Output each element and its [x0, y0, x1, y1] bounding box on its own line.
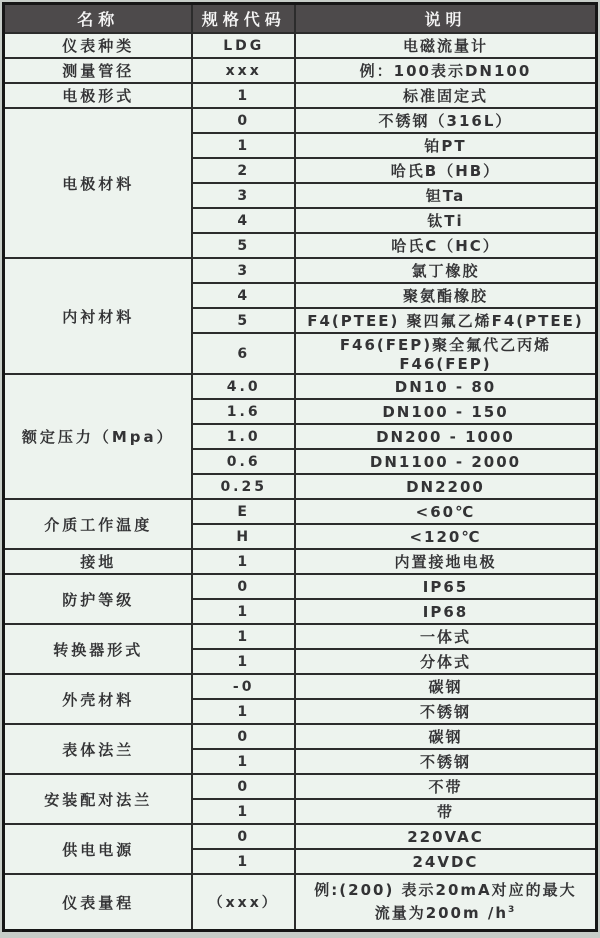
col-header-desc: 说明	[295, 4, 597, 34]
spec-desc-cell: 分体式	[295, 649, 597, 674]
spec-name-cell: 接地	[4, 549, 193, 574]
spec-desc-cell: DN1100 - 2000	[295, 449, 597, 474]
spec-desc-cell: 不锈钢	[295, 749, 597, 774]
spec-code-cell: xxx	[192, 58, 295, 83]
spec-code-cell: 4	[192, 283, 295, 308]
spec-code-cell: 5	[192, 308, 295, 333]
table-row	[4, 549, 597, 574]
spec-code-cell: 1.6	[192, 399, 295, 424]
spec-desc-cell: 聚氨酯橡胶	[295, 283, 597, 308]
spec-desc-cell: <120℃	[295, 524, 597, 549]
spec-name-cell: 仪表量程	[4, 874, 193, 931]
spec-code-cell: 1	[192, 599, 295, 624]
table-row	[4, 724, 597, 749]
spec-code-cell: 0	[192, 824, 295, 849]
spec-desc-cell: 一体式	[295, 624, 597, 649]
table-row	[4, 774, 597, 799]
spec-name-cell: 电极形式	[4, 83, 193, 108]
spec-desc-cell: 不锈钢（316L）	[295, 108, 597, 133]
table-row	[4, 33, 597, 58]
spec-code-cell: 2	[192, 158, 295, 183]
col-header-code: 规格代码	[192, 4, 295, 34]
table-row	[4, 258, 597, 283]
spec-code-cell: 3	[192, 258, 295, 283]
spec-name-cell: 内衬材料	[4, 258, 193, 374]
range-example-line1: 例:(200) 表示20mA对应的最大	[314, 880, 577, 899]
range-example-line2: 流量为200m $/h^3$	[374, 904, 517, 922]
spec-desc-cell: IP65	[295, 574, 597, 599]
spec-desc-cell: 哈氏B（HB）	[295, 158, 597, 183]
table-row	[4, 374, 597, 399]
spec-desc-cell: 220VAC	[295, 824, 597, 849]
spec-name-cell: 介质工作温度	[4, 499, 193, 549]
spec-code-cell: 1	[192, 83, 295, 108]
spec-desc-cell: 碳钢	[295, 674, 597, 699]
spec-code-cell: 1	[192, 624, 295, 649]
spec-code-cell: 4	[192, 208, 295, 233]
spec-desc-cell: 带	[295, 799, 597, 824]
spec-name-cell: 仪表种类	[4, 33, 193, 58]
spec-code-cell: 6	[192, 333, 295, 374]
spec-desc-cell: 钽Ta	[295, 183, 597, 208]
col-header-name: 名称	[4, 4, 193, 34]
spec-code-cell: 1	[192, 799, 295, 824]
spec-desc-cell: 碳钢	[295, 724, 597, 749]
spec-name-cell: 安装配对法兰	[4, 774, 193, 824]
spec-code-cell: 5	[192, 233, 295, 258]
spec-name-cell: 转换器形式	[4, 624, 193, 674]
spec-name-cell: 供电电源	[4, 824, 193, 874]
spec-name-cell: 外壳材料	[4, 674, 193, 724]
spec-code-cell: 1	[192, 133, 295, 158]
table-row	[4, 574, 597, 599]
spec-code-cell: 3	[192, 183, 295, 208]
superscript-3: 3	[508, 905, 517, 915]
table-row	[4, 108, 597, 133]
spec-desc-cell: <60℃	[295, 499, 597, 524]
spec-desc-cell: 铂PT	[295, 133, 597, 158]
spec-desc-cell: DN200 - 1000	[295, 424, 597, 449]
spec-name-cell: 防护等级	[4, 574, 193, 624]
spec-code-cell: 0	[192, 774, 295, 799]
spec-desc-cell: 内置接地电极	[295, 549, 597, 574]
table-row	[4, 874, 597, 931]
header-row	[4, 4, 597, 34]
table-row	[4, 674, 597, 699]
spec-code-cell: E	[192, 499, 295, 524]
spec-code-cell: （xxx）	[192, 874, 295, 931]
spec-code-cell: H	[192, 524, 295, 549]
spec-table	[2, 2, 598, 932]
table-row	[4, 824, 597, 849]
spec-code-cell: 0	[192, 574, 295, 599]
spec-name-cell: 表体法兰	[4, 724, 193, 774]
spec-code-cell: 1	[192, 549, 295, 574]
spec-code-cell: 1	[192, 849, 295, 874]
spec-code-cell: 1	[192, 649, 295, 674]
spec-code-cell: 1	[192, 699, 295, 724]
spec-desc-cell: F46(FEP)聚全氟代乙丙烯F46(FEP)	[295, 333, 597, 374]
spec-desc-cell: DN10 - 80	[295, 374, 597, 399]
spec-name-cell: 电极材料	[4, 108, 193, 258]
spec-desc-cell: 标准固定式	[295, 83, 597, 108]
table-row	[4, 624, 597, 649]
table-row	[4, 83, 597, 108]
table-row	[4, 58, 597, 83]
spec-name-cell: 测量管径	[4, 58, 193, 83]
spec-desc-cell: 氯丁橡胶	[295, 258, 597, 283]
spec-desc-cell: 不锈钢	[295, 699, 597, 724]
spec-desc-cell: 钛Ti	[295, 208, 597, 233]
spec-desc-cell: 哈氏C（HC）	[295, 233, 597, 258]
spec-code-cell: -0	[192, 674, 295, 699]
spec-code-cell: 0	[192, 724, 295, 749]
spec-desc-cell: F4(PTEE) 聚四氟乙烯F4(PTEE)	[295, 308, 597, 333]
spec-code-cell: 0	[192, 108, 295, 133]
spec-code-cell: 1.0	[192, 424, 295, 449]
spec-code-cell: 1	[192, 749, 295, 774]
spec-desc-cell: IP68	[295, 599, 597, 624]
spec-desc-cell: 电磁流量计	[295, 33, 597, 58]
spec-desc-cell: 不带	[295, 774, 597, 799]
spec-code-cell: 0.25	[192, 474, 295, 499]
spec-code-cell: 4.0	[192, 374, 295, 399]
spec-desc-cell	[295, 874, 597, 931]
spec-desc-cell: 例：100表示DN100	[295, 58, 597, 83]
table-row	[4, 499, 597, 524]
spec-name-cell: 额定压力（Mpa）	[4, 374, 193, 499]
spec-desc-cell: DN2200	[295, 474, 597, 499]
spec-code-cell: LDG	[192, 33, 295, 58]
spec-code-cell: 0.6	[192, 449, 295, 474]
spec-desc-cell: DN100 - 150	[295, 399, 597, 424]
spec-desc-cell: 24VDC	[295, 849, 597, 874]
